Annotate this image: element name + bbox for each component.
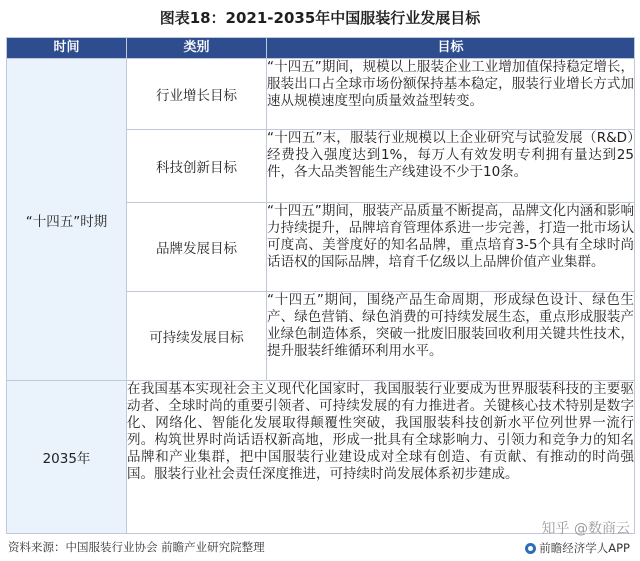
watermark-text: 知乎 @数商云 bbox=[541, 521, 630, 537]
category-cell: 品牌发展目标 bbox=[127, 203, 267, 292]
goal-cell: “十四五”期间，规模以上服装企业工业增加值保持稳定增长，服装出口占全球市场份额保持基本稳定，服装行业增长方式加速从规模速度型向质量效益型转变。 bbox=[267, 59, 635, 130]
table-row bbox=[7, 381, 635, 534]
brand-logo-icon bbox=[525, 543, 536, 554]
period-14th-five-year: “十四五”时期 bbox=[7, 59, 127, 381]
goal-cell: “十四五”末，服装行业规模以上企业研究与试验发展（R&D）经费投入强度达到1%，每万人有效发明专利拥有量达到25件，各大品类智能生产线建设不少于10条。 bbox=[267, 130, 635, 203]
category-cell: 行业增长目标 bbox=[127, 59, 267, 130]
page-title: 图表18：2021-2035年中国服装行业发展目标 bbox=[159, 9, 481, 27]
source-note: 资料来源：中国服装行业协会 前瞻产业研究院整理 bbox=[8, 540, 265, 554]
brand-label: 前瞻经济学人APP bbox=[539, 541, 630, 555]
header-goal: 目标 bbox=[267, 38, 635, 59]
brand-credit bbox=[525, 540, 630, 556]
header-time: 时间 bbox=[7, 38, 127, 59]
period-2035: 2035年 bbox=[7, 381, 127, 534]
goal-table bbox=[6, 37, 635, 534]
goal-cell-2035: 在我国基本实现社会主义现代化国家时，我国服装行业要成为世界服装科技的主要驱动者、全球时尚的重要引领者、可持续发展的有力推进者。关键核心技术特别是数字化、网络化、智能化发展取得颠覆性突破，我国服装科技创新水平位列世界一流行列。构筑世界时尚话语权新高地，形成一批具有全球影响力、引领力和竞争力的知名品牌和产业集群，把中国服装行业建设成对全球有创造、有贡献、有推动的时尚强国。服装行业社会责任深度推进，可持续时尚发展体系初步建成。 bbox=[127, 381, 635, 534]
goal-cell: “十四五”期间，服装产品质量不断提高，品牌文化内涵和影响力持续提升，品牌培育管理体系进一步完善，打造一批市场认可度高、美誉度好的知名品牌，重点培育3-5个具有全球时尚话语权的国际品牌，培育千亿级以上品牌价值产业集群。 bbox=[267, 203, 635, 292]
header-category: 类别 bbox=[127, 38, 267, 59]
category-cell: 可持续发展目标 bbox=[127, 292, 267, 381]
table-row bbox=[7, 59, 635, 130]
table-header-row bbox=[7, 38, 635, 59]
goal-cell: “十四五”期间，围绕产品生命周期，形成绿色设计、绿色生产、绿色营销、绿色消费的可持续发展生态，重点形成服装产业绿色制造体系，突破一批废旧服装回收利用关键共性技术，提升服装纤维循环利用水平。 bbox=[267, 292, 635, 381]
category-cell: 科技创新目标 bbox=[127, 130, 267, 203]
